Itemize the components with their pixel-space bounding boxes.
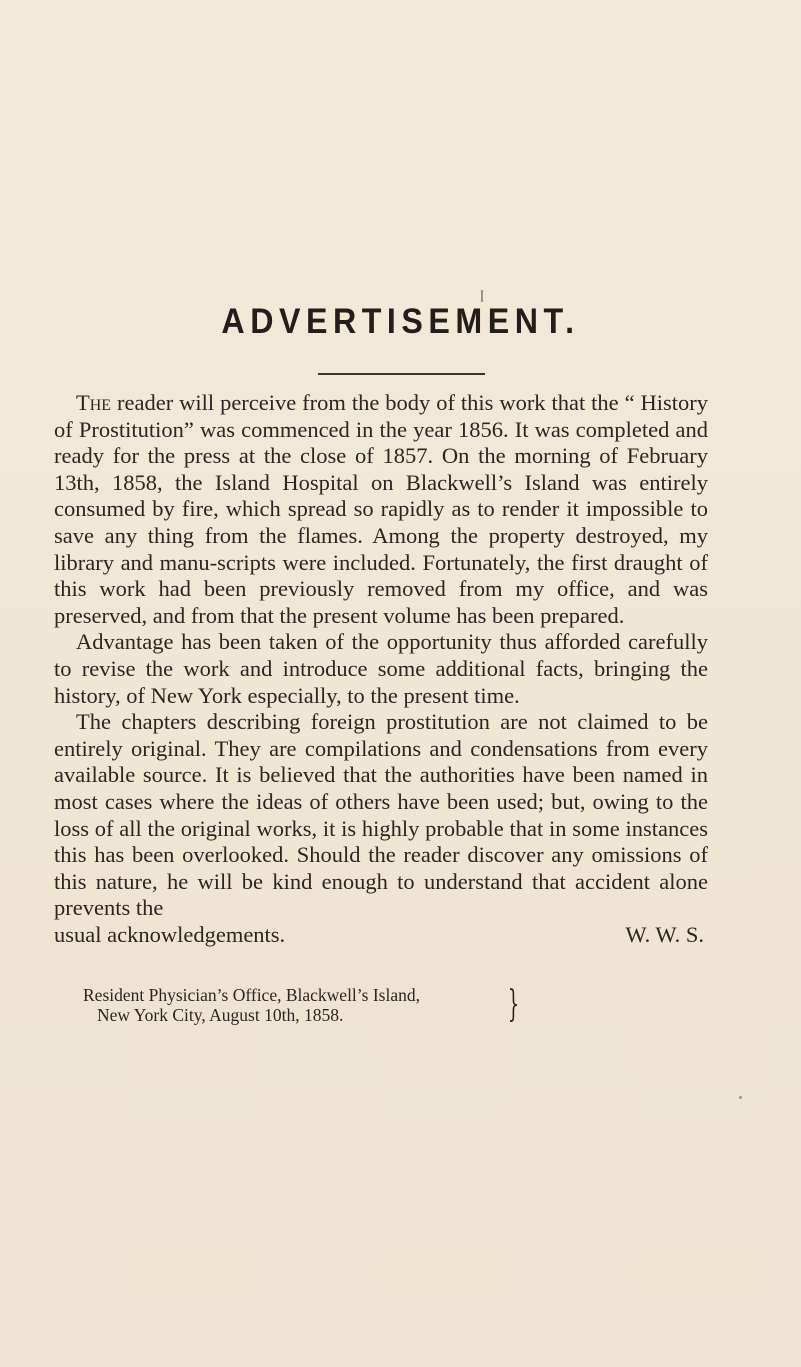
closing-text: usual acknowledgements. bbox=[54, 921, 286, 947]
title-rule bbox=[318, 373, 485, 375]
paper-speck bbox=[739, 1096, 742, 1099]
paragraph-1-lead: The bbox=[76, 390, 112, 415]
paragraph-3: The chapters describing foreign prostitution are not claimed to be entirely original. They are compilations and condensations from every available source. It is believed that the authorities have been named in most cases where the ideas of others have been used; but, owing to the loss of all the original works, it is highly probable that in some instances this has been overlooked. Should the reader discover any omissions of this nature, he will be kind enough to understand that accident alone prevents the bbox=[54, 709, 708, 921]
dateline-line-1: Resident Physician’s Office, Blackwell’s Island, bbox=[83, 985, 420, 1005]
dateline-line-2: New York City, August 10th, 1858. bbox=[97, 1005, 344, 1025]
page-title: ADVERTISEMENT. bbox=[221, 302, 580, 341]
signature: W. W. S. bbox=[625, 921, 704, 947]
paragraph-1-text: reader will perceive from the body of this work that the “ History of Prostitution” was commenced in the year 1856. It was completed and ready for the press at the close of 1857. On the morning of February 13th, 1858, the Island Hospital on Blackwell’s Island was entirely consumed by fire, which spread so rapidly as to render it impossible to save any thing from the flames. Among the property destroyed, my library and manu-scripts were included. Fortunately, the first draught of this work had been previously removed from my office, and was preserved, and from that the present volume has been prepared. bbox=[54, 390, 708, 628]
body-text bbox=[54, 390, 708, 948]
print-mark bbox=[481, 290, 483, 302]
dateline bbox=[83, 985, 503, 1025]
paragraph-2: Advantage has been taken of the opportunity thus afforded carefully to revise the work and introduce some additional facts, bringing the history, of New York especially, to the present time. bbox=[54, 629, 708, 708]
paragraph-1 bbox=[54, 390, 708, 629]
brace-glyph: } bbox=[507, 984, 520, 1025]
closing-line bbox=[54, 922, 708, 949]
